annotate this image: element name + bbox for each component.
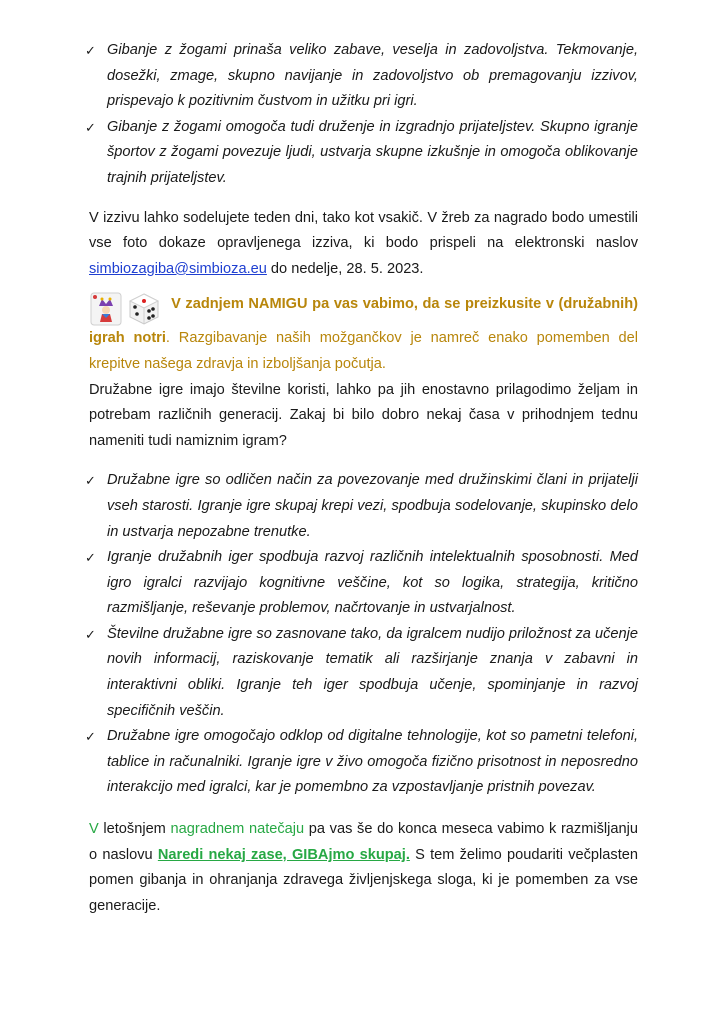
contest-link-text: nagradnem natečaju [170, 821, 305, 838]
challenge-paragraph: V izzivu lahko sodelujete teden dni, tako kot vsakič. V žreb za nagrado bodo umestili vse foto dokaze opravljenega izziva, ki bodo prispeli na elektronski naslov simbiozagiba@simbioza.eu do nedelje, 28. 5. 2023. [89, 209, 638, 277]
hint-paragraph: V zadnjem NAMIGU pa vas vabimo, da se preizkusite v (družabnih) igrah notri. Razgibavanje naših možgančkov je namreč enako pomemben del krepitve našega zdravja in izboljšanja počutja. [89, 292, 638, 377]
checkmark-icon: ✓ [85, 550, 96, 566]
document-page [85, 38, 638, 919]
checkmark-icon: ✓ [85, 729, 96, 745]
list-item: ✓ Številne družabne igre so zasnovane tako, da igralcem nudijo priložnost za učenje novih informacij, raziskovanje tematik ali razširjanje znanja v zabavni in interaktivni obliki. Igranje teh iger spodbuja učenje, spominjanje in razvoj specifičnih veščin. [89, 622, 638, 724]
bullet-list-top [85, 38, 638, 192]
email-link[interactable]: simbiozagiba@simbioza.eu [89, 260, 267, 277]
bullet-list-games [85, 468, 638, 801]
checkmark-icon: ✓ [85, 43, 96, 58]
hint-icons [89, 292, 161, 326]
list-item: ✓ Družabne igre so odličen način za povezovanje med družinskimi člani in prijatelji vseh starosti. Igranje igre skupaj krepi vezi, spodbuja sodelovanje, skupinsko delo in ustvarja nepozabne trenutke. [89, 468, 638, 545]
dice-icon [127, 292, 161, 326]
list-item: ✓ Gibanje z žogami omogoča tudi druženje in izgradnjo prijateljstev. Skupno igranje športov z žogami povezuje ljudi, ustvarja skupne izkušnje in omogoča oblikovanje trajnih prijateljstev. [89, 115, 638, 192]
checkmark-icon: ✓ [85, 626, 96, 642]
list-item: ✓ Igranje družabnih iger spodbuja razvoj različnih intelektualnih sposobnosti. Med igro igralci razvijajo kognitivne veščine, kot so logika, strategija, kritično razmišljanje, reševanje problemov, načrtovanje in ustvarjalnost. [89, 545, 638, 622]
checkmark-icon: ✓ [85, 473, 96, 489]
intro-paragraph: Družabne igre imajo številne koristi, lahko pa jih enostavno prilagodimo željam in potrebam različnih generacij. Zakaj bi bilo dobro nekaj časa v prihodnjem tednu nameniti tudi namiznim igram? [89, 381, 638, 449]
closing-paragraph: V letošnjem nagradnem natečaju pa vas še do konca meseca vabimo k razmišljanju o naslovu Naredi nekaj zase, GIBAjmo skupaj. S tem želimo poudariti večplasten pomen gibanja in ohranjanja zdravega življenjskega sloga, ki je pomemben za vse generacije. [89, 821, 638, 914]
checkmark-icon: ✓ [85, 119, 96, 135]
campaign-title-link[interactable]: Naredi nekaj zase, GIBAjmo skupaj. [157, 846, 410, 863]
list-item: ✓ Gibanje z žogami prinaša veliko zabave, veselja in zadovoljstva. Tekmovanje, dosežki, zmage, skupno navijanje in zadovoljstvo ob premagovanju izzivov, prispevajo k pozitivnim čustvom in užitku pri igri. [89, 38, 638, 115]
joker-card-icon [89, 292, 123, 326]
list-item: ✓ Družabne igre omogočajo odklop od digitalne tehnologije, kot so pametni telefoni, tablice in računalniki. Igranje igre v živo omogoča fizično prisotnost in neposredno interakcijo med igralci, kar je pomembno za vzpostavljanje pristnih povezav. [89, 724, 638, 801]
